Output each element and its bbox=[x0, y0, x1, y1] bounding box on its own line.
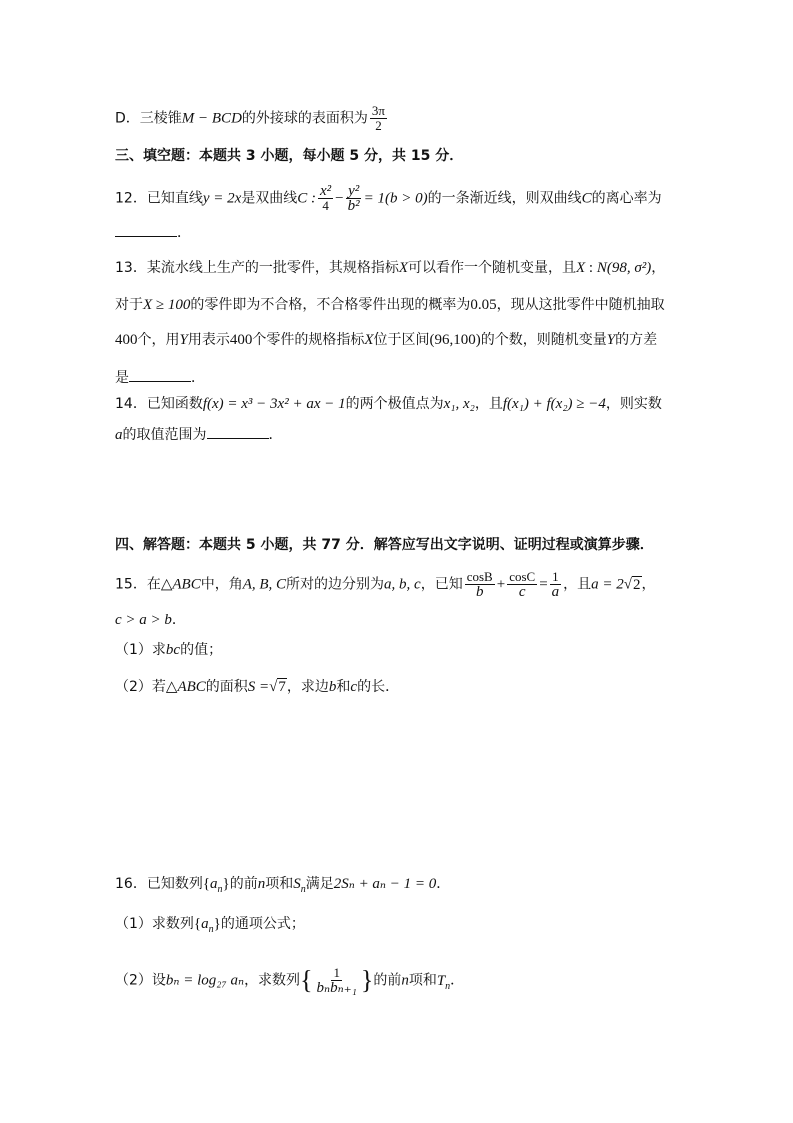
fraction: $\frac{\cos B}{b}$ bbox=[466, 569, 493, 600]
question-14-line-1: 14．已知函数f(x) = x³ − 3x² + ax − 1的两个极值点为x₁, x₂，且f(x₁) + f(x₂) ≥ −4，则实数 bbox=[115, 396, 662, 412]
fraction: $\frac{3\pi}{2}$ bbox=[371, 103, 385, 133]
question-13-line-4: 是 ． bbox=[115, 367, 205, 388]
answer-blank-12: ． bbox=[115, 222, 191, 243]
section-heading-answers: 四、解答题：本题共 5 小题，共 77 分．解答应写出文字说明、证明过程或演算步骤． bbox=[115, 537, 654, 553]
option-d: D．三棱锥M − BCD的外接球的表面积为 $\frac{3\pi}{2}$ bbox=[115, 103, 385, 133]
question-14-line-2: a的取值范围为 ． bbox=[115, 424, 283, 445]
fraction: $\frac{1}{\text{bₙbₙ₊₁}}$ bbox=[316, 965, 357, 996]
fraction: $\frac{\text{x²}}{4}$ bbox=[320, 183, 332, 213]
question-13-line-2: 对于X ≥ 100的零件即为不合格，不合格零件出现的概率为0.05，现从这批零件中随机抽取 bbox=[115, 297, 665, 313]
question-13-line-1: 13．某流水线上生产的一批零件，其规格指标X可以看作一个随机变量，且X : N(98, σ²)， bbox=[115, 260, 666, 276]
question-15-part-2: （2）若△ABC的面积S =√7，求边b和c的长． bbox=[115, 679, 400, 695]
fraction: $\frac{\cos C}{c}$ bbox=[509, 569, 536, 600]
fraction: $\frac{1}{a}$ bbox=[551, 569, 560, 600]
question-13-line-3: 400个，用Y用表示400个零件的规格指标X位于区间(96,100)的个数，则随机变量Y的方差 bbox=[115, 332, 658, 348]
question-15-part-1: （1）求bc的值； bbox=[115, 642, 223, 658]
question-16-part-1: （1）求数列$\{a_n\}$的通项公式； bbox=[115, 916, 305, 935]
fraction: $\frac{\text{y²}}{\text{b²}}$ bbox=[347, 183, 360, 214]
question-16-part-2: （2）设bₙ = log₂₇ aₙ，求数列{ $\frac{1}{\text{bₙbₙ₊₁}}$ }的前n项和$T_n$． bbox=[115, 965, 465, 996]
question-15-line-2: c > a > b． bbox=[115, 612, 186, 628]
question-16-line-1: 16．已知数列$\{a_n\}$的前n项和$S_n$满足2Sₙ + aₙ − 1 = 0． bbox=[115, 876, 451, 895]
section-heading-fill-in: 三、填空题：本题共 3 小题，每小题 5 分，共 15 分． bbox=[115, 148, 464, 164]
question-12: 12．已知直线y = 2x是双曲线C : $\frac{\text{x²}}{4}$ − $\frac{\text{y²}}{\text{b²}}$ = 1(b > 0)的一条渐近线，则双曲线C的离心率为 bbox=[115, 183, 662, 214]
question-15-line-1: 15．在△ABC中，角A, B, C所对的边分别为a, b, c，已知 $\frac{\cos B}{b}$ + $\frac{\cos C}{c}$ = $\frac{1}{a}$ ，且a = 2√2， bbox=[115, 569, 656, 600]
